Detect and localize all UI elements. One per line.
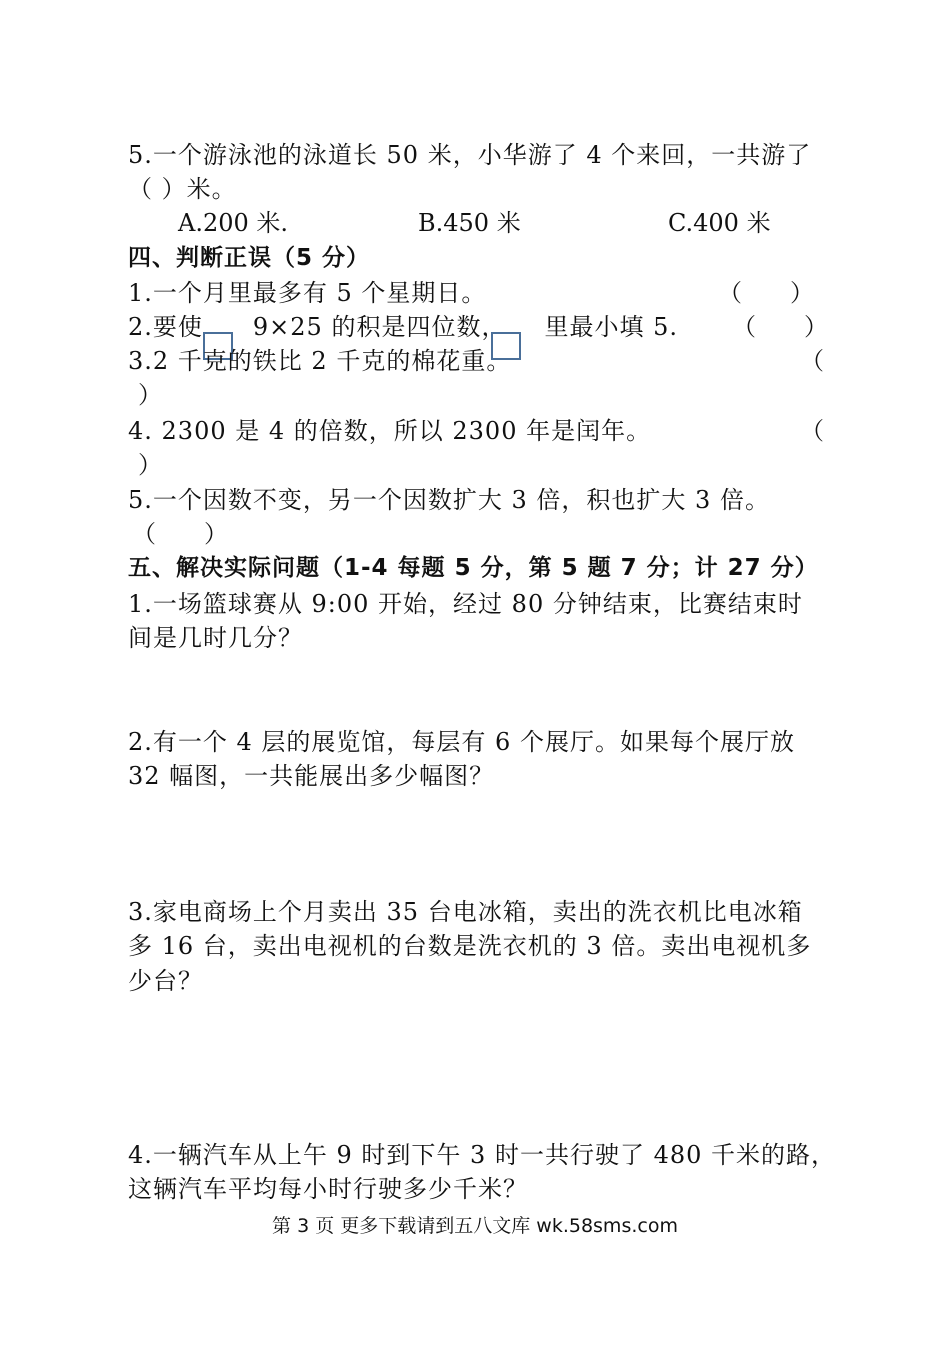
judge-item-4-paren-close: ）	[138, 451, 162, 479]
judge-item-4-paren-open: （	[800, 417, 824, 445]
judge-item-3-paren-close: ）	[138, 381, 162, 409]
option-a: A.200 米.	[178, 209, 289, 237]
page-footer: 第 3 页 更多下载请到五八文库 wk.58sms.com	[272, 1215, 678, 1237]
problem-2-line-2: 32 幅图，一共能展出多少幅图？	[128, 762, 495, 790]
judge-item-4: 4. 2300 是 4 的倍数，所以 2300 年是闰年。	[128, 417, 652, 445]
option-c: C.400 米	[668, 209, 771, 237]
problem-3-line-1: 3.家电商场上个月卖出 35 台电冰箱，卖出的洗衣机比电冰箱	[128, 898, 803, 926]
problem-4-line-2: 这辆汽车平均每小时行驶多少千米？	[128, 1175, 528, 1203]
section-5-heading: 五、解决实际问题（1-4 每题 5 分，第 5 题 7 分；计 27 分）	[128, 555, 819, 581]
problem-2-line-1: 2.有一个 4 层的展览馆，每层有 6 个展厅。如果每个展厅放	[128, 728, 795, 756]
option-b: B.450 米	[418, 209, 521, 237]
question-5-line-1: 5.一个游泳池的泳道长 50 米，小华游了 4 个来回，一共游了	[128, 141, 812, 169]
problem-3-line-3: 少台？	[128, 967, 203, 995]
judge-item-3: 3.2 千克的铁比 2 千克的棉花重。	[128, 347, 512, 375]
problem-4-line-1: 4.一辆汽车从上午 9 时到下午 3 时一共行驶了 480 千米的路，	[128, 1141, 837, 1169]
problem-1-line-2: 间是几时几分？	[128, 624, 303, 652]
judge-item-5-answer: （ ）	[132, 520, 228, 548]
judge-item-2: 2.要使 9×25 的积是四位数， 里最小填 5.	[128, 313, 678, 341]
judge-item-5: 5.一个因数不变，另一个因数扩大 3 倍，积也扩大 3 倍。	[128, 486, 770, 514]
judge-item-2-answer: （ ）	[732, 313, 828, 341]
judge-item-1-answer: （ ）	[718, 279, 814, 307]
problem-3-line-2: 多 16 台，卖出电视机的台数是洗衣机的 3 倍。卖出电视机多	[128, 932, 812, 960]
section-4-heading: 四、判断正误（5 分）	[128, 245, 371, 271]
judge-item-1: 1.一个月里最多有 5 个星期日。	[128, 279, 487, 307]
judge-item-3-paren-open: （	[800, 347, 824, 375]
problem-1-line-1: 1.一场篮球赛从 9:00 开始，经过 80 分钟结束，比赛结束时	[128, 590, 803, 618]
question-5-line-2: （ ）米。	[128, 175, 237, 203]
